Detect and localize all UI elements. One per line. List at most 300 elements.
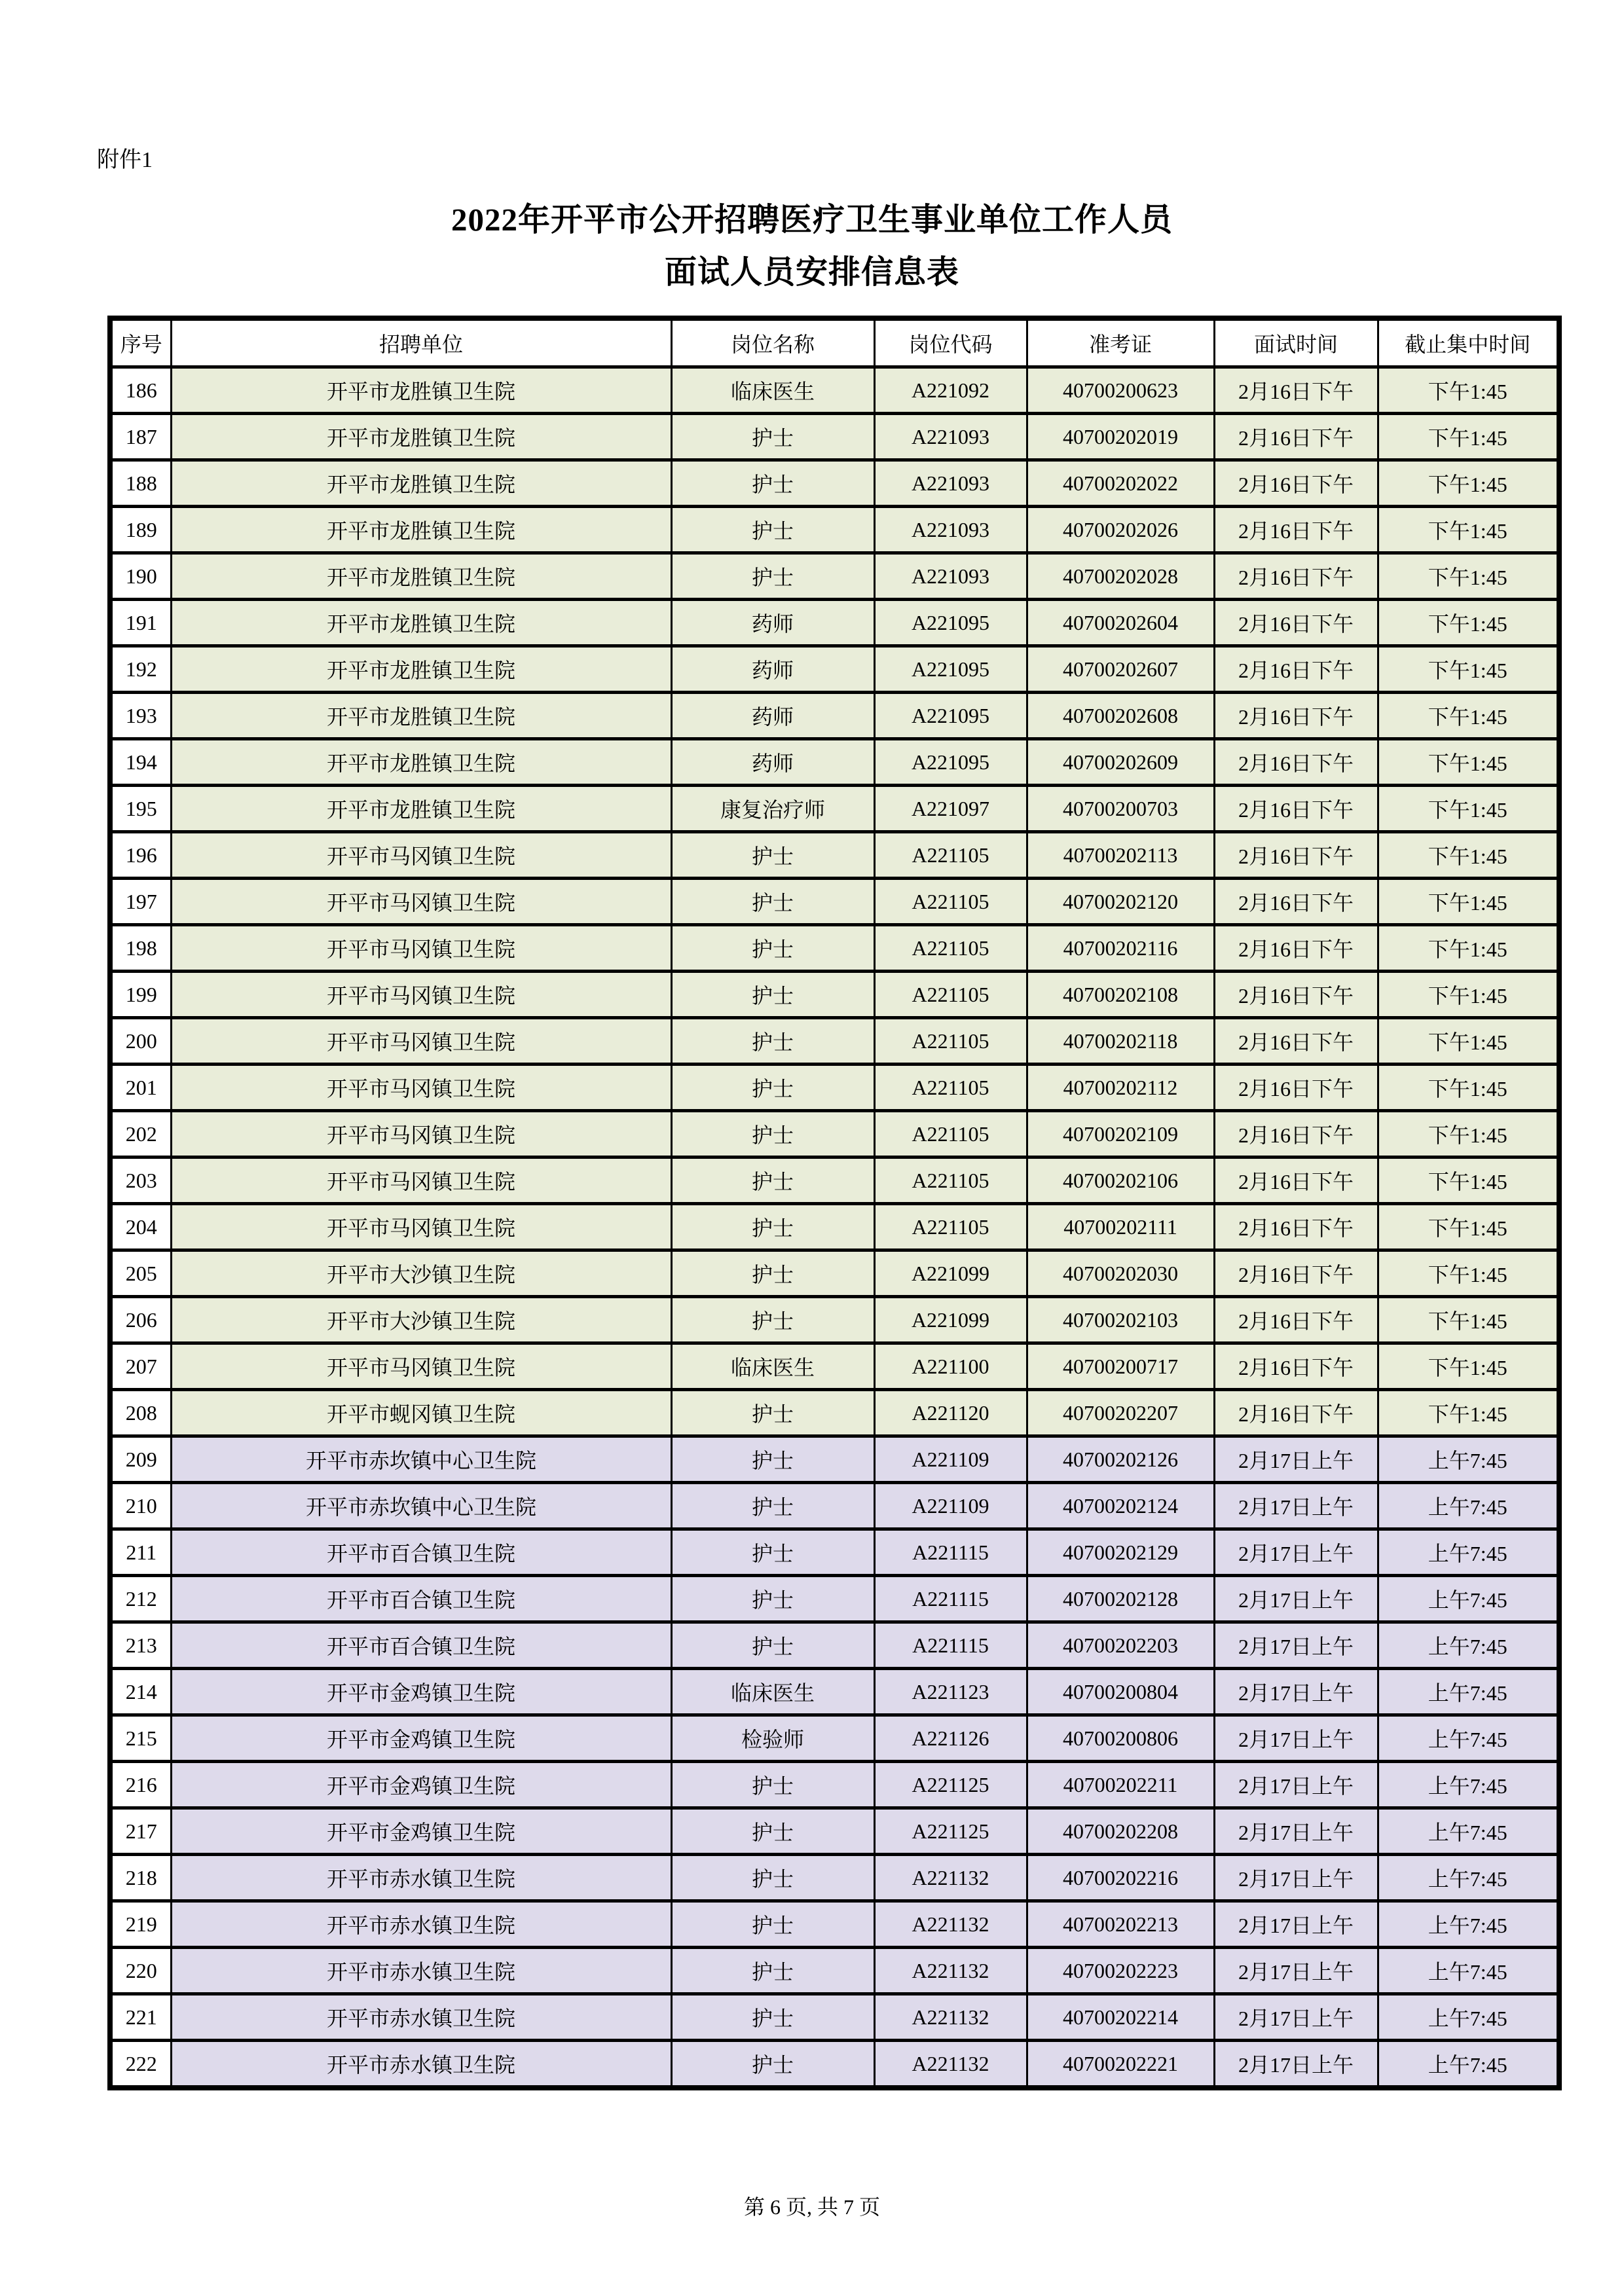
cell-interview-time: 2月16日下午 bbox=[1214, 1157, 1378, 1204]
title-line2: 面试人员安排信息表 bbox=[664, 254, 959, 290]
cell-deadline: 上午7:45 bbox=[1378, 1855, 1559, 1901]
cell-interview-time: 2月17日上午 bbox=[1214, 1808, 1378, 1855]
cell-unit: 开平市金鸡镇卫生院 bbox=[171, 1762, 671, 1808]
cell-post-code: A221097 bbox=[874, 786, 1027, 832]
table-row bbox=[110, 693, 1559, 739]
table-body bbox=[110, 367, 1559, 2088]
table-row bbox=[110, 1715, 1559, 1762]
cell-post-code: A221132 bbox=[874, 1994, 1027, 2041]
cell-interview-time: 2月16日下午 bbox=[1214, 460, 1378, 507]
cell-seq: 212 bbox=[110, 1576, 171, 1622]
cell-seq: 201 bbox=[110, 1065, 171, 1111]
cell-deadline: 下午1:45 bbox=[1378, 786, 1559, 832]
cell-ticket: 40700202124 bbox=[1027, 1483, 1214, 1529]
cell-post: 护士 bbox=[671, 507, 874, 553]
cell-seq: 215 bbox=[110, 1715, 171, 1762]
cell-seq: 186 bbox=[110, 367, 171, 414]
table-row bbox=[110, 367, 1559, 414]
cell-ticket: 40700202030 bbox=[1027, 1250, 1214, 1297]
cell-ticket: 40700202106 bbox=[1027, 1157, 1214, 1204]
table-row bbox=[110, 646, 1559, 693]
cell-seq: 199 bbox=[110, 972, 171, 1018]
cell-interview-time: 2月16日下午 bbox=[1214, 1204, 1378, 1250]
cell-post-code: A221115 bbox=[874, 1576, 1027, 1622]
cell-post-code: A221095 bbox=[874, 739, 1027, 786]
table-row bbox=[110, 1901, 1559, 1948]
cell-unit: 开平市马冈镇卫生院 bbox=[171, 1018, 671, 1065]
cell-seq: 205 bbox=[110, 1250, 171, 1297]
cell-ticket: 40700202211 bbox=[1027, 1762, 1214, 1808]
cell-seq: 211 bbox=[110, 1529, 171, 1576]
cell-post-code: A221093 bbox=[874, 460, 1027, 507]
cell-seq: 192 bbox=[110, 646, 171, 693]
cell-unit: 开平市蚬冈镇卫生院 bbox=[171, 1390, 671, 1436]
table-row bbox=[110, 1669, 1559, 1715]
cell-unit: 开平市百合镇卫生院 bbox=[171, 1529, 671, 1576]
interview-schedule-table bbox=[107, 316, 1562, 2090]
cell-post-code: A221120 bbox=[874, 1390, 1027, 1436]
cell-ticket: 40700202113 bbox=[1027, 832, 1214, 879]
cell-seq: 218 bbox=[110, 1855, 171, 1901]
cell-interview-time: 2月16日下午 bbox=[1214, 414, 1378, 460]
cell-post-code: A221105 bbox=[874, 1204, 1027, 1250]
cell-ticket: 40700200717 bbox=[1027, 1343, 1214, 1390]
cell-unit: 开平市金鸡镇卫生院 bbox=[171, 1715, 671, 1762]
table-row bbox=[110, 1948, 1559, 1994]
title-line1: 2022年开平市公开招聘医疗卫生事业单位工作人员 bbox=[451, 202, 1173, 238]
cell-ticket: 40700202112 bbox=[1027, 1065, 1214, 1111]
cell-post-code: A221132 bbox=[874, 1855, 1027, 1901]
cell-deadline: 下午1:45 bbox=[1378, 414, 1559, 460]
table-row bbox=[110, 925, 1559, 972]
cell-post-code: A221132 bbox=[874, 1948, 1027, 1994]
cell-deadline: 下午1:45 bbox=[1378, 925, 1559, 972]
cell-deadline: 下午1:45 bbox=[1378, 367, 1559, 414]
cell-deadline: 上午7:45 bbox=[1378, 1948, 1559, 1994]
cell-unit: 开平市百合镇卫生院 bbox=[171, 1576, 671, 1622]
cell-seq: 222 bbox=[110, 2041, 171, 2088]
cell-unit: 开平市大沙镇卫生院 bbox=[171, 1297, 671, 1343]
cell-post: 护士 bbox=[671, 925, 874, 972]
table-row bbox=[110, 972, 1559, 1018]
cell-seq: 219 bbox=[110, 1901, 171, 1948]
cell-post: 护士 bbox=[671, 1111, 874, 1157]
cell-post-code: A221105 bbox=[874, 1065, 1027, 1111]
cell-post: 护士 bbox=[671, 414, 874, 460]
cell-deadline: 下午1:45 bbox=[1378, 1111, 1559, 1157]
cell-post: 检验师 bbox=[671, 1715, 874, 1762]
cell-unit: 开平市龙胜镇卫生院 bbox=[171, 786, 671, 832]
cell-interview-time: 2月16日下午 bbox=[1214, 879, 1378, 925]
cell-post: 护士 bbox=[671, 832, 874, 879]
cell-post: 护士 bbox=[671, 1762, 874, 1808]
col-header-post: 岗位名称 bbox=[671, 318, 874, 367]
cell-post: 护士 bbox=[671, 1204, 874, 1250]
cell-ticket: 40700202109 bbox=[1027, 1111, 1214, 1157]
cell-seq: 214 bbox=[110, 1669, 171, 1715]
col-header-interview-time: 面试时间 bbox=[1214, 318, 1378, 367]
table-row bbox=[110, 460, 1559, 507]
cell-deadline: 下午1:45 bbox=[1378, 693, 1559, 739]
cell-ticket: 40700202128 bbox=[1027, 1576, 1214, 1622]
cell-interview-time: 2月16日下午 bbox=[1214, 507, 1378, 553]
cell-unit: 开平市马冈镇卫生院 bbox=[171, 1111, 671, 1157]
cell-ticket: 40700202026 bbox=[1027, 507, 1214, 553]
header-row bbox=[110, 318, 1559, 367]
cell-post: 护士 bbox=[671, 1994, 874, 2041]
table-row bbox=[110, 1855, 1559, 1901]
cell-post-code: A221093 bbox=[874, 507, 1027, 553]
col-header-deadline: 截止集中时间 bbox=[1378, 318, 1559, 367]
cell-interview-time: 2月16日下午 bbox=[1214, 1250, 1378, 1297]
cell-ticket: 40700202207 bbox=[1027, 1390, 1214, 1436]
col-header-seq: 序号 bbox=[110, 318, 171, 367]
cell-unit: 开平市赤水镇卫生院 bbox=[171, 1994, 671, 2041]
cell-ticket: 40700202607 bbox=[1027, 646, 1214, 693]
cell-unit: 开平市龙胜镇卫生院 bbox=[171, 460, 671, 507]
cell-post-code: A221095 bbox=[874, 646, 1027, 693]
cell-seq: 217 bbox=[110, 1808, 171, 1855]
cell-post-code: A221095 bbox=[874, 600, 1027, 646]
cell-seq: 202 bbox=[110, 1111, 171, 1157]
cell-deadline: 上午7:45 bbox=[1378, 2041, 1559, 2088]
cell-ticket: 40700202118 bbox=[1027, 1018, 1214, 1065]
cell-deadline: 上午7:45 bbox=[1378, 1808, 1559, 1855]
cell-seq: 220 bbox=[110, 1948, 171, 1994]
table-row bbox=[110, 879, 1559, 925]
cell-interview-time: 2月17日上午 bbox=[1214, 1436, 1378, 1483]
col-header-ticket: 准考证 bbox=[1027, 318, 1214, 367]
table-row bbox=[110, 1111, 1559, 1157]
cell-interview-time: 2月16日下午 bbox=[1214, 1297, 1378, 1343]
cell-ticket: 40700202126 bbox=[1027, 1436, 1214, 1483]
cell-post-code: A221105 bbox=[874, 879, 1027, 925]
cell-interview-time: 2月16日下午 bbox=[1214, 553, 1378, 600]
cell-ticket: 40700202103 bbox=[1027, 1297, 1214, 1343]
cell-unit: 开平市百合镇卫生院 bbox=[171, 1622, 671, 1669]
cell-deadline: 下午1:45 bbox=[1378, 1065, 1559, 1111]
cell-seq: 193 bbox=[110, 693, 171, 739]
cell-post: 护士 bbox=[671, 972, 874, 1018]
cell-unit: 开平市马冈镇卫生院 bbox=[171, 832, 671, 879]
cell-post-code: A221115 bbox=[874, 1529, 1027, 1576]
cell-post-code: A221105 bbox=[874, 925, 1027, 972]
cell-interview-time: 2月16日下午 bbox=[1214, 367, 1378, 414]
cell-post-code: A221099 bbox=[874, 1250, 1027, 1297]
cell-ticket: 40700202120 bbox=[1027, 879, 1214, 925]
cell-unit: 开平市马冈镇卫生院 bbox=[171, 972, 671, 1018]
cell-seq: 196 bbox=[110, 832, 171, 879]
cell-post: 临床医生 bbox=[671, 367, 874, 414]
cell-seq: 207 bbox=[110, 1343, 171, 1390]
col-header-unit: 招聘单位 bbox=[171, 318, 671, 367]
document-title bbox=[0, 194, 1624, 299]
cell-post: 护士 bbox=[671, 1901, 874, 1948]
cell-unit: 开平市大沙镇卫生院 bbox=[171, 1250, 671, 1297]
cell-deadline: 上午7:45 bbox=[1378, 1436, 1559, 1483]
cell-ticket: 40700202028 bbox=[1027, 553, 1214, 600]
cell-post-code: A221125 bbox=[874, 1762, 1027, 1808]
cell-seq: 206 bbox=[110, 1297, 171, 1343]
cell-deadline: 下午1:45 bbox=[1378, 879, 1559, 925]
table-row bbox=[110, 1762, 1559, 1808]
table-row bbox=[110, 1436, 1559, 1483]
cell-interview-time: 2月17日上午 bbox=[1214, 1622, 1378, 1669]
cell-deadline: 下午1:45 bbox=[1378, 553, 1559, 600]
cell-ticket: 40700202111 bbox=[1027, 1204, 1214, 1250]
cell-seq: 213 bbox=[110, 1622, 171, 1669]
cell-seq: 187 bbox=[110, 414, 171, 460]
cell-post-code: A221132 bbox=[874, 1901, 1027, 1948]
cell-seq: 203 bbox=[110, 1157, 171, 1204]
cell-interview-time: 2月17日上午 bbox=[1214, 1948, 1378, 1994]
page-footer: 第 6 页, 共 7 页 bbox=[743, 2195, 880, 2219]
cell-post: 护士 bbox=[671, 2041, 874, 2088]
cell-seq: 197 bbox=[110, 879, 171, 925]
cell-deadline: 上午7:45 bbox=[1378, 1669, 1559, 1715]
cell-seq: 204 bbox=[110, 1204, 171, 1250]
table-row bbox=[110, 1576, 1559, 1622]
cell-unit: 开平市金鸡镇卫生院 bbox=[171, 1669, 671, 1715]
cell-post: 药师 bbox=[671, 739, 874, 786]
cell-interview-time: 2月16日下午 bbox=[1214, 972, 1378, 1018]
table-row bbox=[110, 832, 1559, 879]
table-row bbox=[110, 1204, 1559, 1250]
cell-ticket: 40700202216 bbox=[1027, 1855, 1214, 1901]
cell-interview-time: 2月16日下午 bbox=[1214, 832, 1378, 879]
cell-unit: 开平市龙胜镇卫生院 bbox=[171, 414, 671, 460]
cell-deadline: 下午1:45 bbox=[1378, 832, 1559, 879]
cell-ticket: 40700202208 bbox=[1027, 1808, 1214, 1855]
cell-unit: 开平市赤坎镇中心卫生院 bbox=[171, 1436, 671, 1483]
cell-deadline: 下午1:45 bbox=[1378, 1343, 1559, 1390]
cell-interview-time: 2月16日下午 bbox=[1214, 1390, 1378, 1436]
cell-interview-time: 2月17日上午 bbox=[1214, 2041, 1378, 2088]
cell-post: 护士 bbox=[671, 553, 874, 600]
col-header-post-code: 岗位代码 bbox=[874, 318, 1027, 367]
cell-deadline: 下午1:45 bbox=[1378, 1157, 1559, 1204]
cell-post: 护士 bbox=[671, 1855, 874, 1901]
table-row bbox=[110, 1483, 1559, 1529]
table-row bbox=[110, 2041, 1559, 2088]
cell-deadline: 上午7:45 bbox=[1378, 1762, 1559, 1808]
cell-ticket: 40700202116 bbox=[1027, 925, 1214, 972]
cell-interview-time: 2月16日下午 bbox=[1214, 1018, 1378, 1065]
cell-post-code: A221093 bbox=[874, 414, 1027, 460]
cell-deadline: 下午1:45 bbox=[1378, 1018, 1559, 1065]
cell-deadline: 下午1:45 bbox=[1378, 460, 1559, 507]
cell-interview-time: 2月16日下午 bbox=[1214, 739, 1378, 786]
table-row bbox=[110, 1250, 1559, 1297]
cell-seq: 189 bbox=[110, 507, 171, 553]
cell-post-code: A221105 bbox=[874, 832, 1027, 879]
cell-post: 护士 bbox=[671, 879, 874, 925]
cell-ticket: 40700200703 bbox=[1027, 786, 1214, 832]
cell-interview-time: 2月16日下午 bbox=[1214, 693, 1378, 739]
table-row bbox=[110, 1343, 1559, 1390]
cell-post: 临床医生 bbox=[671, 1669, 874, 1715]
cell-ticket: 40700200804 bbox=[1027, 1669, 1214, 1715]
cell-post: 护士 bbox=[671, 1297, 874, 1343]
cell-unit: 开平市马冈镇卫生院 bbox=[171, 1065, 671, 1111]
cell-deadline: 下午1:45 bbox=[1378, 507, 1559, 553]
cell-post: 护士 bbox=[671, 1808, 874, 1855]
cell-ticket: 40700202608 bbox=[1027, 693, 1214, 739]
cell-ticket: 40700202604 bbox=[1027, 600, 1214, 646]
cell-seq: 216 bbox=[110, 1762, 171, 1808]
cell-post-code: A221109 bbox=[874, 1483, 1027, 1529]
cell-interview-time: 2月16日下午 bbox=[1214, 1343, 1378, 1390]
table-row bbox=[110, 1808, 1559, 1855]
cell-unit: 开平市马冈镇卫生院 bbox=[171, 1343, 671, 1390]
cell-seq: 190 bbox=[110, 553, 171, 600]
cell-interview-time: 2月17日上午 bbox=[1214, 1715, 1378, 1762]
cell-unit: 开平市龙胜镇卫生院 bbox=[171, 600, 671, 646]
table-row bbox=[110, 1994, 1559, 2041]
cell-post: 护士 bbox=[671, 1436, 874, 1483]
cell-post: 药师 bbox=[671, 693, 874, 739]
cell-ticket: 40700200806 bbox=[1027, 1715, 1214, 1762]
cell-deadline: 上午7:45 bbox=[1378, 1576, 1559, 1622]
cell-interview-time: 2月16日下午 bbox=[1214, 786, 1378, 832]
cell-deadline: 上午7:45 bbox=[1378, 1901, 1559, 1948]
cell-post-code: A221093 bbox=[874, 553, 1027, 600]
cell-ticket: 40700202129 bbox=[1027, 1529, 1214, 1576]
cell-deadline: 下午1:45 bbox=[1378, 1204, 1559, 1250]
cell-unit: 开平市赤坎镇中心卫生院 bbox=[171, 1483, 671, 1529]
cell-deadline: 下午1:45 bbox=[1378, 600, 1559, 646]
cell-interview-time: 2月16日下午 bbox=[1214, 925, 1378, 972]
cell-unit: 开平市龙胜镇卫生院 bbox=[171, 646, 671, 693]
cell-ticket: 40700202223 bbox=[1027, 1948, 1214, 1994]
table-row bbox=[110, 1297, 1559, 1343]
cell-unit: 开平市金鸡镇卫生院 bbox=[171, 1808, 671, 1855]
cell-ticket: 40700202203 bbox=[1027, 1622, 1214, 1669]
cell-post: 护士 bbox=[671, 1250, 874, 1297]
cell-unit: 开平市赤水镇卫生院 bbox=[171, 2041, 671, 2088]
cell-ticket: 40700202221 bbox=[1027, 2041, 1214, 2088]
cell-post-code: A221109 bbox=[874, 1436, 1027, 1483]
cell-post-code: A221095 bbox=[874, 693, 1027, 739]
cell-post: 临床医生 bbox=[671, 1343, 874, 1390]
cell-post: 护士 bbox=[671, 460, 874, 507]
cell-post: 护士 bbox=[671, 1018, 874, 1065]
cell-seq: 221 bbox=[110, 1994, 171, 2041]
cell-unit: 开平市龙胜镇卫生院 bbox=[171, 553, 671, 600]
cell-post-code: A221125 bbox=[874, 1808, 1027, 1855]
table-row bbox=[110, 507, 1559, 553]
cell-post-code: A221132 bbox=[874, 2041, 1027, 2088]
cell-post-code: A221105 bbox=[874, 1018, 1027, 1065]
cell-deadline: 下午1:45 bbox=[1378, 739, 1559, 786]
cell-unit: 开平市龙胜镇卫生院 bbox=[171, 739, 671, 786]
cell-interview-time: 2月17日上午 bbox=[1214, 1855, 1378, 1901]
cell-unit: 开平市赤水镇卫生院 bbox=[171, 1901, 671, 1948]
table-row bbox=[110, 1529, 1559, 1576]
cell-interview-time: 2月16日下午 bbox=[1214, 1065, 1378, 1111]
cell-post: 护士 bbox=[671, 1948, 874, 1994]
cell-seq: 191 bbox=[110, 600, 171, 646]
table-row bbox=[110, 739, 1559, 786]
table-row bbox=[110, 1065, 1559, 1111]
cell-seq: 198 bbox=[110, 925, 171, 972]
cell-seq: 200 bbox=[110, 1018, 171, 1065]
cell-ticket: 40700202022 bbox=[1027, 460, 1214, 507]
cell-interview-time: 2月17日上午 bbox=[1214, 1669, 1378, 1715]
table-row bbox=[110, 1018, 1559, 1065]
cell-post-code: A221126 bbox=[874, 1715, 1027, 1762]
table-row bbox=[110, 786, 1559, 832]
cell-unit: 开平市马冈镇卫生院 bbox=[171, 1204, 671, 1250]
cell-interview-time: 2月17日上午 bbox=[1214, 1576, 1378, 1622]
table-row bbox=[110, 600, 1559, 646]
cell-deadline: 下午1:45 bbox=[1378, 646, 1559, 693]
cell-post-code: A221100 bbox=[874, 1343, 1027, 1390]
cell-unit: 开平市龙胜镇卫生院 bbox=[171, 367, 671, 414]
cell-unit: 开平市龙胜镇卫生院 bbox=[171, 507, 671, 553]
cell-deadline: 下午1:45 bbox=[1378, 972, 1559, 1018]
cell-ticket: 40700202019 bbox=[1027, 414, 1214, 460]
cell-unit: 开平市赤水镇卫生院 bbox=[171, 1855, 671, 1901]
cell-deadline: 上午7:45 bbox=[1378, 1715, 1559, 1762]
table-row bbox=[110, 553, 1559, 600]
attachment-label: 附件1 bbox=[97, 148, 153, 172]
cell-ticket: 40700200623 bbox=[1027, 367, 1214, 414]
cell-unit: 开平市马冈镇卫生院 bbox=[171, 925, 671, 972]
cell-interview-time: 2月17日上午 bbox=[1214, 1483, 1378, 1529]
table-row bbox=[110, 1390, 1559, 1436]
cell-interview-time: 2月17日上午 bbox=[1214, 1529, 1378, 1576]
cell-ticket: 40700202609 bbox=[1027, 739, 1214, 786]
cell-interview-time: 2月16日下午 bbox=[1214, 600, 1378, 646]
cell-ticket: 40700202213 bbox=[1027, 1901, 1214, 1948]
cell-seq: 195 bbox=[110, 786, 171, 832]
cell-deadline: 下午1:45 bbox=[1378, 1390, 1559, 1436]
cell-unit: 开平市龙胜镇卫生院 bbox=[171, 693, 671, 739]
cell-post-code: A221105 bbox=[874, 1157, 1027, 1204]
cell-interview-time: 2月17日上午 bbox=[1214, 1994, 1378, 2041]
cell-interview-time: 2月17日上午 bbox=[1214, 1762, 1378, 1808]
table-row bbox=[110, 414, 1559, 460]
cell-deadline: 下午1:45 bbox=[1378, 1250, 1559, 1297]
cell-deadline: 下午1:45 bbox=[1378, 1297, 1559, 1343]
cell-post: 护士 bbox=[671, 1390, 874, 1436]
cell-post: 护士 bbox=[671, 1529, 874, 1576]
cell-interview-time: 2月16日下午 bbox=[1214, 646, 1378, 693]
cell-interview-time: 2月16日下午 bbox=[1214, 1111, 1378, 1157]
cell-seq: 209 bbox=[110, 1436, 171, 1483]
cell-post: 护士 bbox=[671, 1576, 874, 1622]
cell-seq: 188 bbox=[110, 460, 171, 507]
table-row bbox=[110, 1622, 1559, 1669]
cell-post: 护士 bbox=[671, 1157, 874, 1204]
cell-seq: 208 bbox=[110, 1390, 171, 1436]
cell-deadline: 上午7:45 bbox=[1378, 1622, 1559, 1669]
cell-ticket: 40700202214 bbox=[1027, 1994, 1214, 2041]
cell-interview-time: 2月17日上午 bbox=[1214, 1901, 1378, 1948]
cell-post: 康复治疗师 bbox=[671, 786, 874, 832]
cell-post-code: A221099 bbox=[874, 1297, 1027, 1343]
table-row bbox=[110, 1157, 1559, 1204]
cell-post: 护士 bbox=[671, 1483, 874, 1529]
cell-post: 药师 bbox=[671, 600, 874, 646]
cell-post-code: A221105 bbox=[874, 1111, 1027, 1157]
cell-deadline: 上午7:45 bbox=[1378, 1994, 1559, 2041]
cell-post-code: A221115 bbox=[874, 1622, 1027, 1669]
cell-ticket: 40700202108 bbox=[1027, 972, 1214, 1018]
cell-deadline: 上午7:45 bbox=[1378, 1529, 1559, 1576]
cell-post: 护士 bbox=[671, 1065, 874, 1111]
